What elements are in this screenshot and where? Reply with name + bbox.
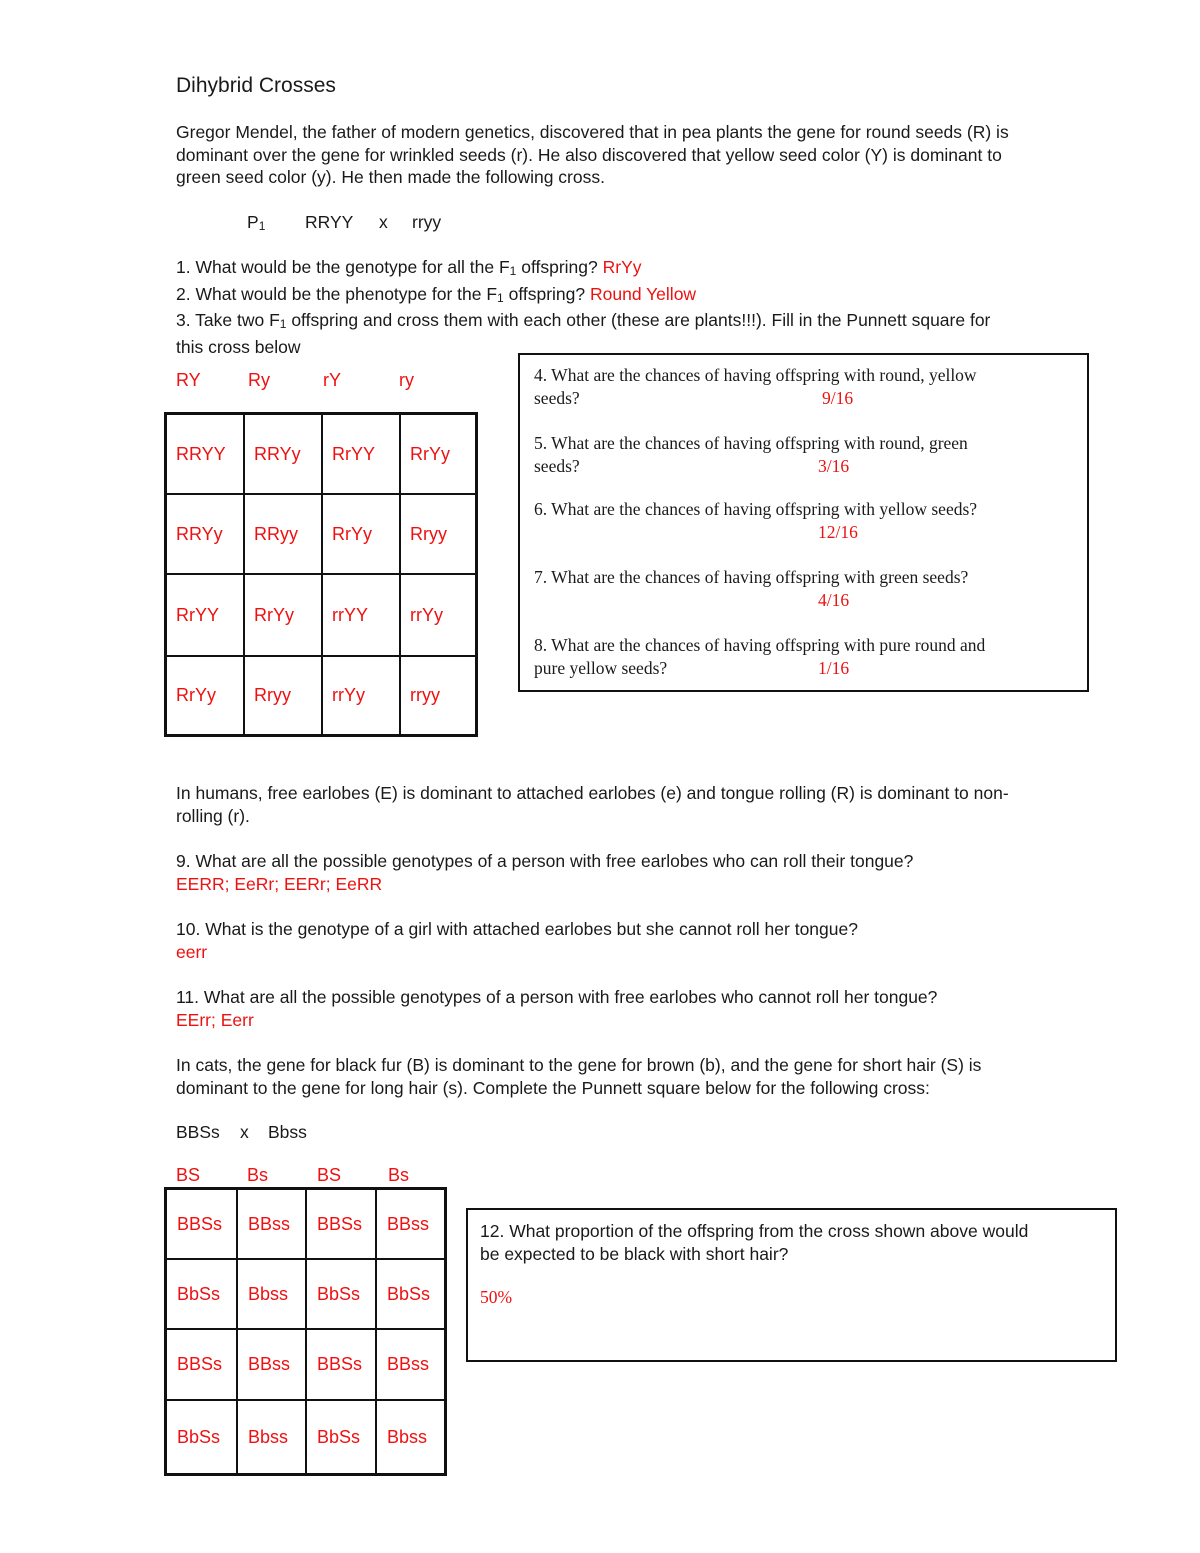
punnett2-cell: Bbss [237, 1400, 306, 1474]
punnett1-cell: rrYy [400, 574, 476, 656]
question-8: 8. What are the chances of having offspring with pure round and pure yellow seeds? 1/16 [534, 635, 986, 678]
p1-parent2: rryy [412, 212, 442, 232]
punnett2-cell: BBss [237, 1329, 306, 1400]
question-11: 11. What are all the possible genotypes of a person with free earlobes who cannot roll her tongue? EErr; Eerr [176, 986, 1136, 1031]
punnett-square-1 [164, 412, 478, 737]
punnett2-cell: BBss [376, 1329, 445, 1400]
p1-label: $P_1$ [247, 212, 266, 233]
punnett2-header: BS [317, 1165, 342, 1185]
punnett1-cell: RrYy [322, 494, 400, 574]
question-10: 10. What is the genotype of a girl with attached earlobes but she cannot roll her tongue? eerr [176, 918, 1136, 963]
cats-parent1: BBSs [176, 1122, 220, 1142]
punnett2-cell: BBSs [306, 1329, 376, 1400]
punnett1-cell: Rryy [244, 656, 322, 735]
punnett1-header: rY [323, 370, 341, 390]
question-7: 7. What are the chances of having offspring with green seeds? 4/16 [534, 567, 969, 610]
question-11-answer: EErr; Eerr [176, 1009, 254, 1030]
punnett1-cell: RRyy [244, 494, 322, 574]
intro-line: dominant over the gene for wrinkled seeds (r). He also discovered that yellow seed color (Y) is dominant to [176, 144, 1002, 165]
punnett1-cell: RrYY [322, 414, 400, 494]
punnett2-cell: BbSs [166, 1400, 237, 1474]
punnett-square-2 [164, 1187, 447, 1476]
question-6: 6. What are the chances of having offspring with yellow seeds? 12/16 [534, 499, 978, 542]
cats-intro [176, 1054, 1136, 1099]
intro-line: green seed color (y). He then made the following cross. [176, 167, 605, 187]
punnett2-cell: BBss [376, 1189, 445, 1259]
punnett2-cell: BBSs [306, 1189, 376, 1259]
question-4-answer: 9/16 [822, 387, 854, 408]
cats-parent2: Bbss [268, 1122, 307, 1142]
question-12-box [466, 1208, 1117, 1362]
question-2: 2. What would be the phenotype for the $F_1$ offspring? Round Yellow [176, 283, 697, 305]
question-1-answer: RrYy [602, 257, 642, 277]
humans-intro [176, 782, 1136, 827]
question-8-answer: 1/16 [818, 657, 850, 678]
question-3: 3. Take two $F_1$ offspring and cross them with each other (these are plants!!!). Fill in the Punnett square for [176, 310, 991, 331]
questions-1-3 [176, 256, 1136, 358]
punnett2-cell: BbSs [306, 1400, 376, 1474]
punnett1-header: Ry [248, 370, 270, 390]
punnett2-cell: BBSs [166, 1329, 237, 1400]
question-12: 12. What proportion of the offspring from the cross shown above would be expected to be black with short hair? [480, 1221, 1029, 1264]
punnett1-cell: RRYy [244, 414, 322, 494]
question-10-answer: eerr [176, 941, 208, 962]
punnett2-cell: Bbss [376, 1400, 445, 1474]
punnett2-cell: BbSs [166, 1259, 237, 1329]
punnett2-cell: BBSs [166, 1189, 237, 1259]
punnett1-cell: Rryy [400, 494, 476, 574]
punnett2-header: Bs [388, 1165, 410, 1185]
question-6-answer: 12/16 [818, 521, 858, 542]
p1-parent1: RRYY [305, 212, 354, 232]
punnett1-cell: RrYY [166, 574, 244, 656]
punnett2-header: Bs [247, 1165, 269, 1185]
question-4: 4. What are the chances of having offspring with round, yellow seeds? 9/16 [534, 365, 977, 408]
punnett2-cell: BbSs [306, 1259, 376, 1329]
question-9-answer: EERR; EeRr; EERr; EeRR [176, 873, 383, 894]
humans-intro-line: In humans, free earlobes (E) is dominant to attached earlobes (e) and tongue rolling (R) is dominant to non- [176, 783, 1009, 803]
punnett1-cell: RrYy [400, 414, 476, 494]
punnett1-cell: RrYy [244, 574, 322, 656]
punnett1-header: ry [399, 370, 414, 390]
question-12-answer: 50% [480, 1287, 513, 1307]
question-3-line2: this cross below [176, 336, 301, 357]
question-5: 5. What are the chances of having offspring with round, green seeds? 3/16 [534, 433, 968, 476]
intro-paragraph [176, 121, 1136, 189]
questions-4-8-box [518, 353, 1089, 692]
question-9: 9. What are all the possible genotypes of a person with free earlobes who can roll their tongue? EERR; EeRr; EERr; EeRR [176, 850, 1136, 895]
punnett2-cell: Bbss [237, 1259, 306, 1329]
punnett2-cell: BbSs [376, 1259, 445, 1329]
question-1: 1. What would be the genotype for all the $F_1$ offspring? RrYy [176, 257, 642, 278]
punnett1-cell: rrYy [322, 656, 400, 735]
punnett1-cell: rrYY [322, 574, 400, 656]
punnett1-cell: RRYY [166, 414, 244, 494]
humans-intro-line: rolling (r). [176, 805, 250, 826]
cats-intro-line: In cats, the gene for black fur (B) is dominant to the gene for brown (b), and the gene for short hair (S) is [176, 1055, 982, 1075]
question-5-answer: 3/16 [818, 455, 850, 476]
punnett2-cell: BBss [237, 1189, 306, 1259]
punnett2-header: BS [176, 1165, 201, 1185]
question-2-answer: Round Yellow [590, 283, 697, 304]
punnett1-cell: RrYy [166, 656, 244, 735]
punnett1-header: RY [176, 370, 201, 390]
punnett1-cell: RRYy [166, 494, 244, 574]
question-7-answer: 4/16 [818, 589, 850, 610]
cats-intro-line: dominant to the gene for long hair (s). Complete the Punnett square below for the following cross: [176, 1077, 930, 1098]
p1-cross-x: x [379, 212, 388, 232]
punnett1-cell: rryy [400, 656, 476, 735]
cats-cross-x: x [240, 1122, 249, 1142]
intro-line: Gregor Mendel, the father of modern genetics, discovered that in pea plants the gene for round seeds (R) is [176, 122, 1009, 142]
page-title: Dihybrid Crosses [176, 74, 336, 97]
